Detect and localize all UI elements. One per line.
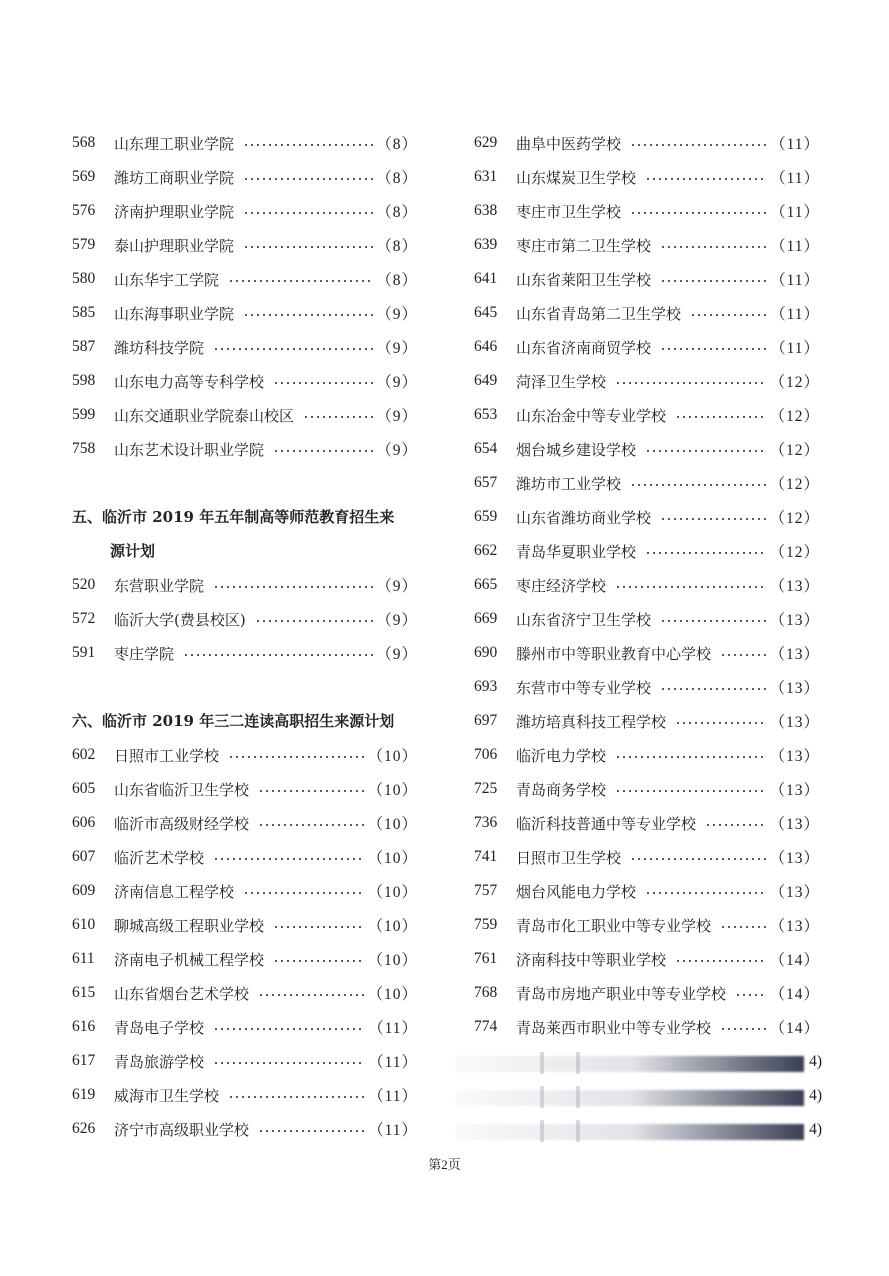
entry-name: 青岛华夏职业学校 (516, 542, 637, 561)
dot-leader (720, 654, 766, 656)
dot-leader (630, 484, 766, 486)
entry-page: （8） (376, 170, 418, 187)
entry-name: 聊城高级工程职业学校 (114, 916, 265, 935)
entry-page: （11） (368, 1054, 418, 1071)
toc-entry (72, 738, 418, 772)
dot-leader (213, 348, 373, 350)
toc-entry (474, 636, 820, 670)
dot-leader (720, 1028, 766, 1030)
entry-name: 枣庄学院 (114, 644, 175, 663)
toc-entry (474, 160, 820, 194)
entry-page: （12） (769, 442, 820, 459)
entry-page: （11） (770, 170, 820, 187)
entry-name: 山东艺术设计职业学院 (114, 440, 265, 459)
dot-leader (258, 1130, 365, 1132)
toc-entry (72, 908, 418, 942)
toc-entry (72, 806, 418, 840)
entry-name: 威海市卫生学校 (114, 1086, 220, 1105)
dot-leader (213, 586, 373, 588)
entry-page: （10） (367, 952, 418, 969)
entry-page: （13） (769, 612, 820, 629)
entry-name: 青岛市化工职业中等专业学校 (516, 916, 712, 935)
entry-code: 602 (72, 746, 96, 763)
dot-leader (660, 518, 766, 520)
entry-code: 697 (474, 712, 498, 729)
entry-name: 济南信息工程学校 (114, 882, 235, 901)
entry-page: （8） (376, 136, 418, 153)
dot-leader (630, 144, 767, 146)
entry-page: （13） (769, 816, 820, 833)
toc-entry (72, 602, 418, 636)
entry-page: （10） (367, 748, 418, 765)
entry-code: 520 (72, 576, 96, 593)
toc-entry (474, 942, 820, 976)
dot-leader (243, 246, 373, 248)
dot-leader (705, 824, 766, 826)
entry-name: 曲阜中医药学校 (516, 134, 622, 153)
toc-entry (72, 976, 418, 1010)
entry-page: （13） (769, 646, 820, 663)
entry-code: 759 (474, 916, 498, 933)
dot-leader (675, 960, 766, 962)
entry-name: 菏泽卫生学校 (516, 372, 607, 391)
entry-code: 611 (72, 950, 95, 967)
toc-entry (474, 126, 820, 160)
entry-name: 济宁市高级职业学校 (114, 1120, 250, 1139)
entry-code: 615 (72, 984, 96, 1001)
entry-page: （9） (376, 578, 418, 595)
entry-name: 山东华宇工学院 (114, 270, 220, 289)
toc-entry (72, 568, 418, 602)
toc-entry (474, 568, 820, 602)
entry-name: 潍坊工商职业学院 (114, 168, 235, 187)
dot-leader (660, 348, 767, 350)
entry-name: 潍坊培真科技工程学校 (516, 712, 667, 731)
right-column (474, 126, 820, 1044)
entry-page: （13） (769, 714, 820, 731)
entry-page: （10） (367, 986, 418, 1003)
entry-name: 青岛市房地产职业中等专业学校 (516, 984, 727, 1003)
section-heading-5-cont: 源计划 (110, 542, 156, 560)
entry-code: 626 (72, 1120, 96, 1137)
toc-entry (72, 1044, 418, 1078)
dot-leader (660, 688, 766, 690)
dot-leader (213, 1062, 365, 1064)
dot-leader (213, 858, 364, 860)
entry-page: （12） (769, 510, 820, 527)
toc-entry (72, 194, 418, 228)
entry-code: 587 (72, 338, 96, 355)
entry-code: 706 (474, 746, 498, 763)
entry-code: 649 (474, 372, 498, 389)
blurred-page-number: 4) (809, 1087, 822, 1104)
entry-name: 东营市中等专业学校 (516, 678, 652, 697)
toc-entry (72, 398, 418, 432)
entry-name: 枣庄市第二卫生学校 (516, 236, 652, 255)
entry-page: （9） (376, 408, 418, 425)
entry-page: （10） (367, 782, 418, 799)
entry-code: 761 (474, 950, 498, 967)
entry-name: 泰山护理职业学院 (114, 236, 235, 255)
entry-name: 临沂艺术学校 (114, 848, 205, 867)
entry-page: （11） (770, 306, 820, 323)
entry-name: 山东省济南商贸学校 (516, 338, 652, 357)
dot-leader (675, 416, 766, 418)
entry-page: （12） (769, 544, 820, 561)
entry-page: （13） (769, 680, 820, 697)
entry-code: 646 (474, 338, 498, 355)
toc-entry (474, 534, 820, 568)
dot-leader (228, 756, 364, 758)
dot-leader (273, 450, 373, 452)
entry-code: 654 (474, 440, 498, 457)
entry-name: 临沂市高级财经学校 (114, 814, 250, 833)
dot-leader (303, 416, 373, 418)
toc-entry (474, 1010, 820, 1044)
entry-page: （11） (770, 238, 820, 255)
entry-code: 629 (474, 134, 498, 151)
dot-leader (645, 450, 766, 452)
toc-entry (474, 330, 820, 364)
list-group-1 (72, 126, 418, 466)
dot-leader (243, 178, 373, 180)
toc-entry (474, 738, 820, 772)
entry-code: 610 (72, 916, 96, 933)
entry-name: 枣庄经济学校 (516, 576, 607, 595)
entry-code: 665 (474, 576, 498, 593)
entry-name: 山东省青岛第二卫生学校 (516, 304, 682, 323)
toc-entry (474, 976, 820, 1010)
entry-code: 690 (474, 644, 498, 661)
page-footer: 第2页 (428, 1157, 461, 1172)
toc-entry (474, 228, 820, 262)
dot-leader (273, 926, 364, 928)
entry-code: 607 (72, 848, 96, 865)
dot-leader (228, 1096, 365, 1098)
entry-code: 579 (72, 236, 96, 253)
toc-entry (72, 160, 418, 194)
entry-code: 725 (474, 780, 498, 797)
entry-page: （10） (367, 918, 418, 935)
toc-entry (72, 364, 418, 398)
entry-code: 585 (72, 304, 96, 321)
toc-entry (474, 772, 820, 806)
entry-code: 774 (474, 1018, 498, 1035)
toc-entry (474, 602, 820, 636)
entry-name: 山东省潍坊商业学校 (516, 508, 652, 527)
section-heading-5: 五、临沂市 2019 年五年制高等师范教育招生来 (72, 508, 395, 526)
entry-page: （9） (376, 646, 418, 663)
blurred-page-number: 4) (809, 1121, 822, 1138)
toc-entry (72, 330, 418, 364)
entry-name: 济南科技中等职业学校 (516, 950, 667, 969)
toc-entry (474, 432, 820, 466)
entry-name: 枣庄市卫生学校 (516, 202, 622, 221)
dot-leader (660, 246, 767, 248)
entry-name: 潍坊市工业学校 (516, 474, 622, 493)
entry-page: （14） (769, 1020, 820, 1037)
entry-page: （13） (769, 918, 820, 935)
entry-page: （13） (769, 884, 820, 901)
toc-entry (474, 908, 820, 942)
entry-code: 639 (474, 236, 498, 253)
entry-code: 572 (72, 610, 96, 627)
entry-page: （9） (376, 374, 418, 391)
entry-code: 741 (474, 848, 498, 865)
dot-leader (183, 654, 373, 656)
dot-leader (630, 212, 767, 214)
toc-entry (72, 772, 418, 806)
dot-leader (243, 314, 373, 316)
entry-code: 599 (72, 406, 96, 423)
dot-leader (645, 178, 767, 180)
entry-code: 609 (72, 882, 96, 899)
entry-name: 日照市工业学校 (114, 746, 220, 765)
entry-page: （8） (376, 204, 418, 221)
entry-name: 青岛旅游学校 (114, 1052, 205, 1071)
dot-leader (243, 212, 373, 214)
entry-page: （14） (769, 952, 820, 969)
dot-leader (735, 994, 766, 996)
entry-page: （12） (769, 476, 820, 493)
entry-code: 580 (72, 270, 96, 287)
dot-leader (243, 892, 364, 894)
entry-code: 598 (72, 372, 96, 389)
toc-entry (72, 942, 418, 976)
entry-page: （11） (770, 136, 820, 153)
entry-page: （11） (770, 272, 820, 289)
entry-code: 669 (474, 610, 498, 627)
entry-name: 山东省莱阳卫生学校 (516, 270, 652, 289)
dot-leader (258, 994, 364, 996)
entry-page: （11） (770, 204, 820, 221)
entry-name: 临沂科技普通中等专业学校 (516, 814, 697, 833)
entry-page: （9） (376, 442, 418, 459)
entry-name: 烟台风能电力学校 (516, 882, 637, 901)
toc-entry (474, 296, 820, 330)
dot-leader (273, 382, 373, 384)
entry-page: （11） (368, 1020, 418, 1037)
entry-code: 657 (474, 474, 498, 491)
entry-code: 569 (72, 168, 96, 185)
dot-leader (615, 586, 766, 588)
entry-name: 山东交通职业学院泰山校区 (114, 406, 295, 425)
entry-page: （10） (367, 884, 418, 901)
entry-code: 638 (474, 202, 498, 219)
dot-leader (258, 824, 364, 826)
entry-name: 济南护理职业学院 (114, 202, 235, 221)
toc-entry (72, 1010, 418, 1044)
section-heading-6: 六、临沂市 2019 年三二连读高职招生来源计划 (72, 712, 395, 730)
entry-code: 616 (72, 1018, 96, 1035)
entry-name: 滕州市中等职业教育中心学校 (516, 644, 712, 663)
entry-code: 693 (474, 678, 498, 695)
dot-leader (720, 926, 766, 928)
list-group-2 (72, 568, 418, 670)
entry-name: 青岛商务学校 (516, 780, 607, 799)
entry-code: 619 (72, 1086, 96, 1103)
dot-leader (243, 144, 373, 146)
toc-entry (72, 874, 418, 908)
toc-entry (72, 432, 418, 466)
toc-entry (474, 194, 820, 228)
toc-entry (72, 228, 418, 262)
entry-page: （12） (769, 374, 820, 391)
entry-name: 烟台城乡建设学校 (516, 440, 637, 459)
entry-code: 568 (72, 134, 96, 151)
toc-entry (474, 874, 820, 908)
entry-page: （9） (376, 306, 418, 323)
entry-page: （11） (770, 340, 820, 357)
entry-code: 606 (72, 814, 96, 831)
entry-name: 临沂大学(费县校区) (114, 610, 246, 629)
entry-code: 645 (474, 304, 498, 321)
toc-entry (72, 296, 418, 330)
entry-name: 东营职业学院 (114, 576, 205, 595)
entry-code: 736 (474, 814, 498, 831)
entry-page: （8） (376, 238, 418, 255)
blurred-row (456, 1052, 822, 1074)
toc-entry (72, 636, 418, 670)
entry-name: 山东省济宁卫生学校 (516, 610, 652, 629)
entry-page: （12） (769, 408, 820, 425)
list-group-3 (72, 738, 418, 1146)
left-column (72, 126, 418, 1146)
entry-name: 济南电子机械工程学校 (114, 950, 265, 969)
toc-entry (474, 466, 820, 500)
entry-page: （10） (367, 850, 418, 867)
dot-leader (660, 280, 767, 282)
toc-entry (474, 840, 820, 874)
entry-code: 591 (72, 644, 96, 661)
toc-entry (72, 1112, 418, 1146)
entry-page: （13） (769, 748, 820, 765)
entry-name: 日照市卫生学校 (516, 848, 622, 867)
entry-page: （11） (368, 1122, 418, 1139)
toc-entry (474, 500, 820, 534)
entry-page: （11） (368, 1088, 418, 1105)
dot-leader (645, 552, 766, 554)
dot-leader (690, 314, 767, 316)
dot-leader (675, 722, 766, 724)
blurred-page-number: 4) (809, 1053, 822, 1070)
entry-name: 山东省临沂卫生学校 (114, 780, 250, 799)
entry-name: 山东冶金中等专业学校 (516, 406, 667, 425)
list-group-right (474, 126, 820, 1044)
dot-leader (615, 382, 766, 384)
dot-leader (255, 620, 374, 622)
dot-leader (615, 756, 766, 758)
entry-code: 659 (474, 508, 498, 525)
entry-name: 山东理工职业学院 (114, 134, 235, 153)
toc-entry (474, 704, 820, 738)
entry-code: 605 (72, 780, 96, 797)
dot-leader (645, 892, 766, 894)
entry-page: （8） (376, 272, 418, 289)
toc-entry (72, 126, 418, 160)
dot-leader (213, 1028, 365, 1030)
entry-code: 631 (474, 168, 498, 185)
entry-page: （13） (769, 578, 820, 595)
entry-name: 潍坊科技学院 (114, 338, 205, 357)
dot-leader (273, 960, 364, 962)
toc-entry (474, 670, 820, 704)
dot-leader (228, 280, 373, 282)
entry-page: （14） (769, 986, 820, 1003)
dot-leader (630, 858, 766, 860)
entry-name: 山东煤炭卫生学校 (516, 168, 637, 187)
toc-entry (474, 806, 820, 840)
entry-code: 576 (72, 202, 96, 219)
entry-name: 山东省烟台艺术学校 (114, 984, 250, 1003)
entry-name: 青岛莱西市职业中等专业学校 (516, 1018, 712, 1037)
entry-code: 641 (474, 270, 498, 287)
entry-code: 757 (474, 882, 498, 899)
blurred-row (456, 1086, 822, 1108)
entry-code: 653 (474, 406, 498, 423)
toc-entry (474, 364, 820, 398)
toc-entry (474, 398, 820, 432)
entry-name: 山东海事职业学院 (114, 304, 235, 323)
entry-code: 662 (474, 542, 498, 559)
entry-code: 758 (72, 440, 96, 457)
entry-page: （9） (376, 612, 418, 629)
entry-name: 山东电力高等专科学校 (114, 372, 265, 391)
dot-leader (615, 790, 766, 792)
entry-page: （13） (769, 850, 820, 867)
toc-entry (72, 262, 418, 296)
entry-name: 青岛电子学校 (114, 1018, 205, 1037)
entry-page: （10） (367, 816, 418, 833)
dot-leader (660, 620, 766, 622)
entry-page: （9） (376, 340, 418, 357)
entry-code: 768 (474, 984, 498, 1001)
entry-page: （13） (769, 782, 820, 799)
blurred-row (456, 1120, 822, 1142)
toc-entry (72, 1078, 418, 1112)
toc-entry (72, 840, 418, 874)
entry-name: 临沂电力学校 (516, 746, 607, 765)
toc-entry (474, 262, 820, 296)
dot-leader (258, 790, 364, 792)
entry-code: 617 (72, 1052, 96, 1069)
